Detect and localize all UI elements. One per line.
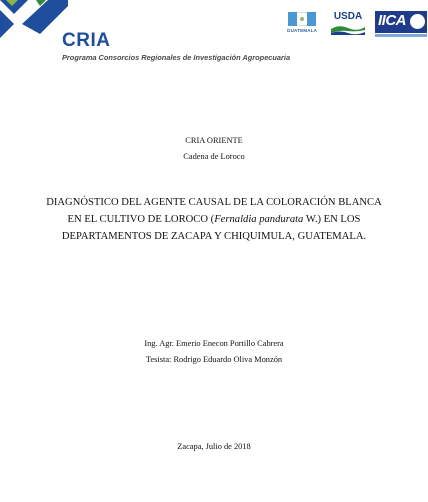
cria-brand-subtitle: Programa Consorcios Regionales de Investigación Agropecuaria <box>62 53 291 62</box>
usda-waves-icon <box>331 24 365 35</box>
globe-icon <box>410 14 425 29</box>
title-line-2-pre: EN EL CULTIVO DE LOROCO ( <box>67 214 215 225</box>
guatemala-flag-icon <box>288 12 316 26</box>
student-name: Tesista: Rodrigo Eduardo Oliva Monzón <box>145 355 283 364</box>
title-line-3: DEPARTAMENTOS DE ZACAPA Y CHIQUIMULA, GUATEMALA. <box>61 231 367 242</box>
program-name: CRIA ORIENTE <box>185 136 243 145</box>
cria-brand-name: CRIA <box>62 30 111 51</box>
guatemala-logo-text: GUATEMALA <box>286 28 318 33</box>
usda-logo <box>330 11 366 37</box>
value-chain-name: Cadena de Loroco <box>183 152 245 161</box>
iica-logo-box <box>375 11 427 33</box>
author-name: Ing. Agr. Emerio Enecon Portillo Cabrera <box>144 339 284 348</box>
species-name: Fernaldia pandurata <box>214 214 304 225</box>
title-line-2 <box>0 213 428 226</box>
iica-logo <box>375 11 427 37</box>
usda-logo-text: USDA <box>333 11 363 22</box>
place-and-date: Zacapa, Julio de 2018 <box>177 442 251 451</box>
title-line-1: DIAGNÓSTICO DEL AGENTE CAUSAL DE LA COLORACIÓN BLANCA <box>46 197 382 208</box>
iica-logo-bar <box>375 34 427 37</box>
guatemala-logo <box>282 11 322 37</box>
title-line-2-post: W.) EN LOS <box>303 214 361 225</box>
cria-logo-mark <box>0 0 70 40</box>
iica-logo-text: IICA <box>378 12 406 29</box>
